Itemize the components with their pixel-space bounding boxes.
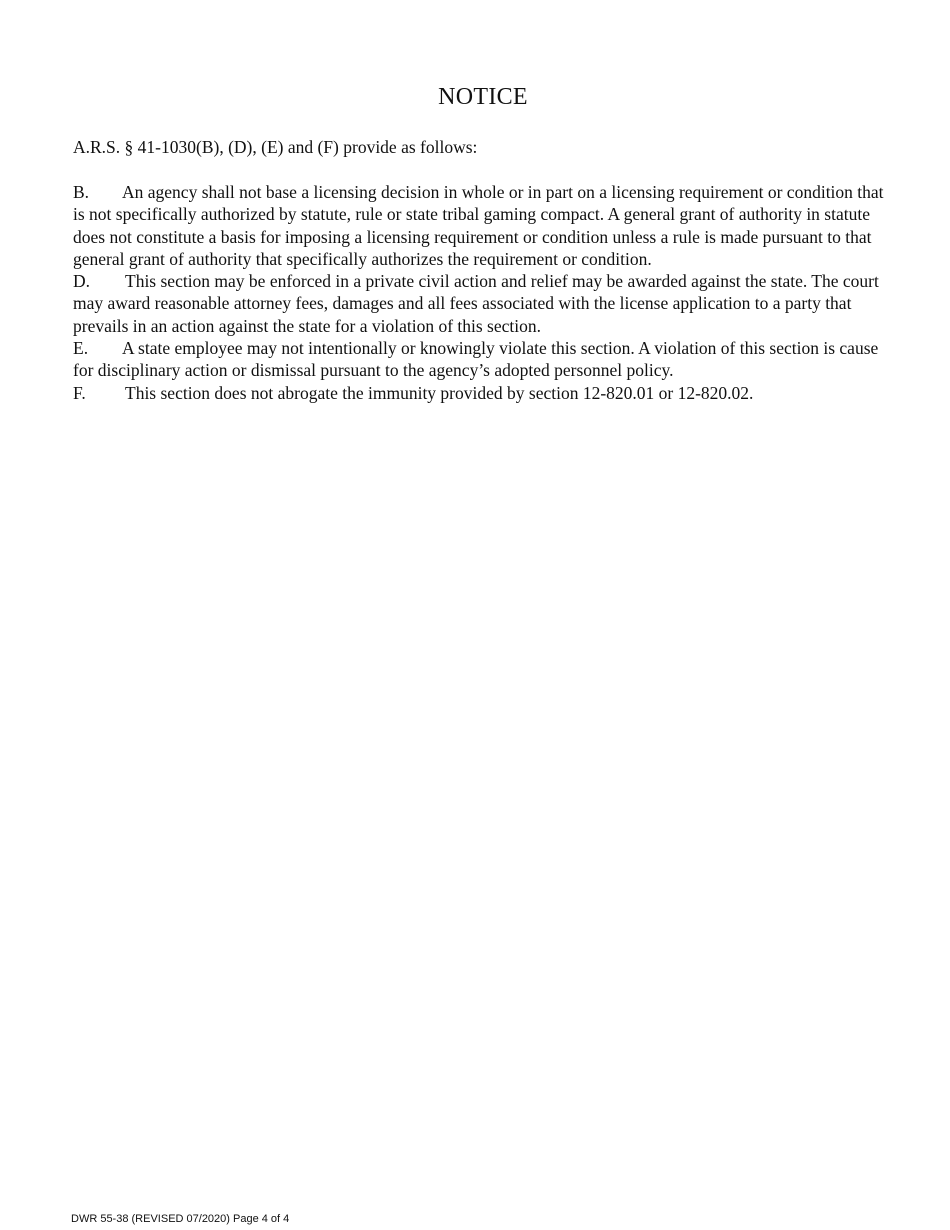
section-d xyxy=(73,270,895,337)
section-text: This section may be enforced in a private civil action and relief may be awarded against the state. The court may award reasonable attorney fees, damages and all fees associated with the license application to a party that prevails in an action against the state for a violation of this section. xyxy=(73,271,879,336)
page-title: NOTICE xyxy=(438,84,528,110)
section-f xyxy=(73,382,895,404)
page-footer: DWR 55-38 (REVISED 07/2020) Page 4 of 4 xyxy=(71,1213,290,1225)
section-text: A state employee may not intentionally or knowingly violate this section. A violation of this section is cause for disciplinary action or dismissal pursuant to the agency’s adopted personnel policy. xyxy=(73,338,879,381)
section-letter: D. xyxy=(73,271,91,292)
statute-sections xyxy=(73,181,895,404)
section-letter: F. xyxy=(73,382,86,403)
section-letter: E. xyxy=(73,338,89,359)
statute-intro: A.R.S. § 41-1030(B), (D), (E) and (F) provide as follows: xyxy=(73,137,478,157)
section-letter: B. xyxy=(73,182,90,202)
section-text: An agency shall not base a licensing decision in whole or in part on a licensing requirement or condition that is not specifically authorized by statute, rule or state tribal gaming compact. A general grant of authority in statute does not constitute a basis for imposing a licensing requirement or condition unless a rule is made pursuant to that general grant of authority that specifically authorizes the requirement or condition. xyxy=(73,182,884,269)
section-text: This section does not abrogate the immunity provided by section 12-820.01 or 12-820.02. xyxy=(125,382,754,403)
section-b xyxy=(73,181,895,270)
section-e xyxy=(73,337,895,382)
